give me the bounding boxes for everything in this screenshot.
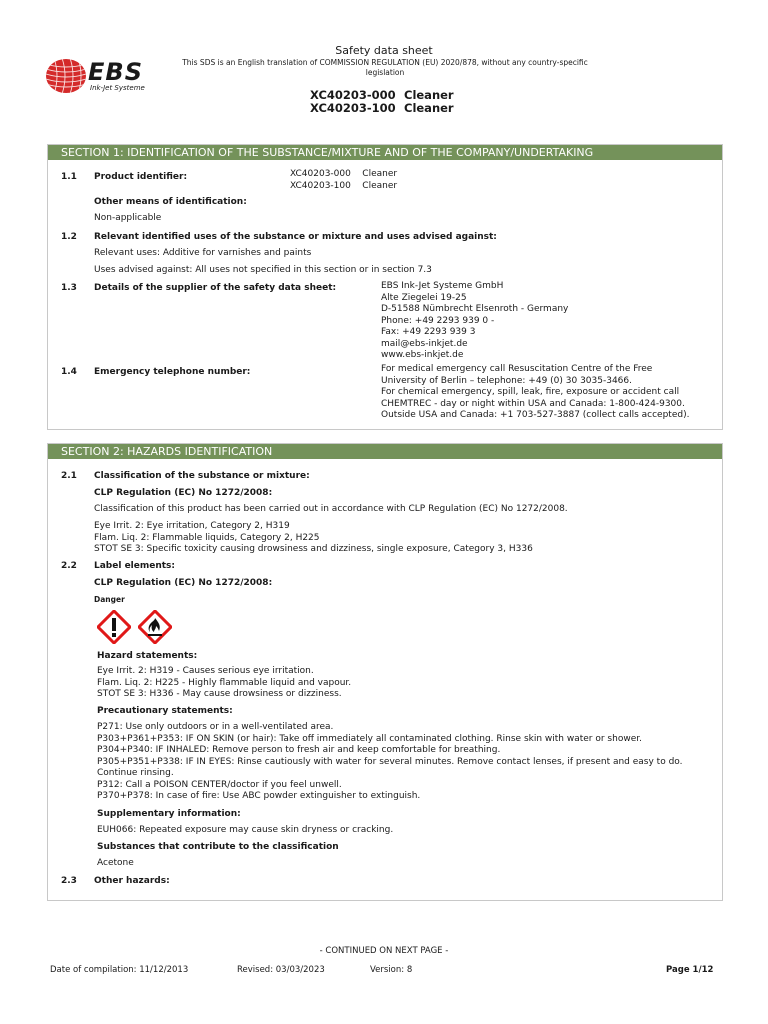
hazard-statements [97, 666, 351, 701]
supplier-details [381, 281, 568, 362]
hazard-line: Eye Irrit. 2: H319 - Causes serious eye irritation. [97, 666, 314, 676]
supplier-website[interactable]: www.ebs-inkjet.de [381, 350, 464, 360]
precaution-line: Continue rinsing. [97, 768, 174, 778]
emergency-line: For chemical emergency, spill, leak, fire, exposure or accident call [381, 387, 680, 397]
translation-note: This SDS is an English translation of COMMISSION REGULATION (EU) 2020/878, without any country-specific legislation [182, 58, 588, 77]
uses-advised-against: Uses advised against: All uses not specified in this section or in section 7.3 [94, 265, 432, 275]
supplier-line: Phone: +49 2293 939 0 - [381, 315, 495, 326]
section-1-title: SECTION 1: IDENTIFICATION OF THE SUBSTANCE/MIXTURE AND OF THE COMPANY/UNDERTAKING [48, 145, 722, 160]
classification-text: Classification of this product has been carried out in accordance with CLP Regulation (EC) No 1272/2008. [94, 504, 568, 514]
ebs-logo [44, 56, 174, 100]
product-identifier-label: Product identifier: [94, 172, 188, 182]
emergency-line: Outside USA and Canada: +1 703-527-3887 (collect calls accepted). [381, 410, 690, 420]
supplier-line: EBS Ink-Jet Systeme GmbH [381, 281, 504, 291]
section-2-title: SECTION 2: HAZARDS IDENTIFICATION [48, 444, 722, 459]
page-number: Page 1/12 [666, 965, 714, 975]
section-number: 2.2 [61, 561, 77, 571]
precaution-line: P271: Use only outdoors or in a well-ventilated area. [97, 722, 334, 732]
classification-heading: Classification of the substance or mixture: [94, 471, 310, 481]
section-number: 2.3 [61, 876, 77, 886]
contributing-substances: Acetone [97, 858, 134, 868]
emergency-line: University of Berlin – telephone: +49 (0) 30 3035-3466. [381, 375, 632, 386]
section-number: 1.3 [61, 283, 77, 293]
product-heading [310, 89, 454, 115]
hazard-line: Flam. Liq. 2: H225 - Highly flammable liquid and vapour. [97, 677, 352, 688]
precaution-line: P304+P340: IF INHALED: Remove person to fresh air and keep comfortable for breathing. [97, 745, 501, 755]
other-hazards-label: Other hazards: [94, 876, 170, 886]
revised-date: Revised: 03/03/2023 [237, 965, 325, 975]
relevant-uses-heading: Relevant identified uses of the substance or mixture and uses advised against: [94, 232, 497, 242]
supplier-line: D-51588 Nümbrecht Elsenroth - Germany [381, 304, 569, 314]
class-line: Eye Irrit. 2: Eye irritation, Category 2, H319 [94, 521, 290, 531]
precaution-line: P370+P378: In case of fire: Use ABC powder extinguisher to extinguish. [97, 791, 421, 801]
supplier-label: Details of the supplier of the safety data sheet: [94, 283, 337, 293]
compilation-date: Date of compilation: 11/12/2013 [50, 965, 189, 975]
clp-regulation-label: CLP Regulation (EC) No 1272/2008: [94, 578, 273, 588]
emergency-line: CHEMTREC - day or night within USA and Canada: 1-800-424-9300. [381, 398, 685, 409]
ghs-pictograms [97, 610, 172, 648]
section-number: 1.1 [61, 172, 77, 182]
flame-icon [138, 610, 172, 644]
supplementary-information-label: Supplementary information: [97, 809, 241, 819]
identifier-line: XC40203-000 Cleaner [290, 169, 398, 179]
precaution-line: P303+P361+P353: IF ON SKIN (or hair): Take off immediately all contaminated clothing. Rinse skin with water or shower. [97, 733, 642, 744]
exclamation-mark-icon [97, 610, 131, 644]
supplier-line: Alte Ziegelei 19-25 [381, 292, 467, 303]
class-line: Flam. Liq. 2: Flammable liquids, Category 2, H225 [94, 532, 320, 543]
precaution-line: P312: Call a POISON CENTER/doctor if you feel unwell. [97, 779, 342, 790]
contributing-substances-label: Substances that contribute to the classification [97, 842, 339, 852]
product-code: XC40203-000 [310, 88, 396, 102]
label-elements-heading: Label elements: [94, 561, 176, 571]
identifier-line: XC40203-100 Cleaner [290, 180, 398, 191]
signal-word: Danger [94, 595, 125, 604]
other-means-label: Other means of identification: [94, 197, 247, 207]
document-title: Safety data sheet [335, 44, 433, 57]
supplier-email[interactable]: mail@ebs-inkjet.de [381, 338, 468, 349]
logo-text: EBS [88, 58, 143, 86]
product-identifier-values [290, 169, 397, 192]
section-number: 1.4 [61, 367, 77, 377]
product-name: Cleaner [404, 101, 454, 115]
supplier-line: Fax: +49 2293 939 3 [381, 327, 476, 337]
emergency-label: Emergency telephone number: [94, 367, 251, 377]
continued-notice: - CONTINUED ON NEXT PAGE - [319, 946, 449, 956]
other-means-value: Non-applicable [94, 213, 162, 223]
product-code: XC40203-100 [310, 101, 396, 115]
supplementary-information: EUH066: Repeated exposure may cause skin dryness or cracking. [97, 825, 394, 835]
emergency-line: For medical emergency call Resuscitation Centre of the Free [381, 364, 653, 374]
hazard-statements-label: Hazard statements: [97, 651, 198, 661]
section-number: 1.2 [61, 232, 77, 242]
class-line: STOT SE 3: Specific toxicity causing drowsiness and dizziness, single exposure, Category 3, H336 [94, 544, 533, 554]
relevant-uses: Relevant uses: Additive for varnishes and paints [94, 248, 312, 258]
clp-regulation-label: CLP Regulation (EC) No 1272/2008: [94, 488, 273, 498]
precautionary-statements-label: Precautionary statements: [97, 706, 233, 716]
section-number: 2.1 [61, 471, 77, 481]
emergency-details [381, 364, 689, 422]
precautionary-statements [97, 722, 707, 803]
classification-list [94, 521, 533, 556]
version: Version: 8 [370, 965, 413, 975]
product-name: Cleaner [404, 88, 454, 102]
logo-subtext: Ink-Jet Systeme [90, 84, 145, 92]
precaution-line: P305+P351+P338: IF IN EYES: Rinse cautiously with water for several minutes. Remove contact lenses, if present and easy to do. [97, 756, 683, 767]
hazard-line: STOT SE 3: H336 - May cause drowsiness or dizziness. [97, 689, 342, 699]
